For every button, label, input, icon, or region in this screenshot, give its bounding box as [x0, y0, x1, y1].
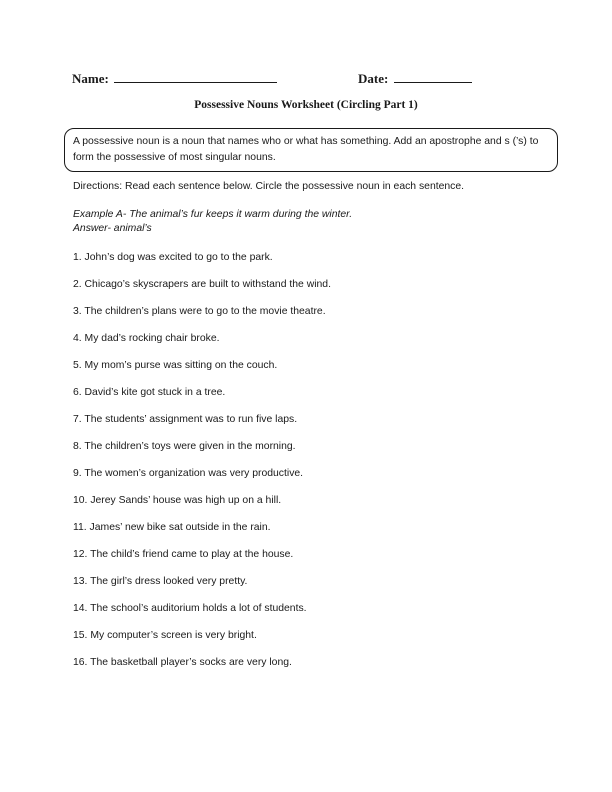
question-item: 9. The women’s organization was very productive.: [73, 468, 304, 479]
question-item: 13. The girl’s dress looked very pretty.: [73, 576, 248, 587]
name-label: Name:: [72, 71, 109, 86]
question-list: [73, 251, 331, 683]
question-item: 16. The basketball player’s socks are very long.: [73, 657, 292, 668]
definition-box: [64, 128, 558, 172]
question-item: 14. The school’s auditorium holds a lot of students.: [73, 603, 307, 614]
question-item: 8. The children’s toys were given in the morning.: [73, 441, 296, 452]
name-field: [72, 70, 277, 87]
example-block: [73, 208, 352, 236]
date-label: Date:: [358, 71, 389, 86]
question-item: 3. The children’s plans were to go to the movie theatre.: [73, 306, 326, 317]
question-item: 1. John’s dog was excited to go to the park.: [73, 252, 273, 263]
question-item: 15. My computer’s screen is very bright.: [73, 630, 257, 641]
question-item: 6. David’s kite got stuck in a tree.: [73, 387, 226, 398]
question-item: 10. Jerey Sands’ house was high up on a hill.: [73, 495, 282, 506]
date-field: [358, 70, 472, 87]
definition-text: A possessive noun is a noun that names who or what has something. Add an apostrophe and s (’s) to form the possessive of most singular nouns.: [73, 136, 539, 163]
date-blank-line[interactable]: [394, 70, 472, 83]
question-item: 11. James’ new bike sat outside in the rain.: [73, 522, 271, 533]
name-blank-line[interactable]: [114, 70, 277, 83]
worksheet-title: Possessive Nouns Worksheet (Circling Part 1): [194, 99, 418, 111]
question-item: 5. My mom’s purse was sitting on the couch.: [73, 360, 278, 371]
question-item: 7. The students’ assignment was to run five laps.: [73, 414, 298, 425]
question-item: 4. My dad’s rocking chair broke.: [73, 333, 220, 344]
directions-text: Directions: Read each sentence below. Circle the possessive noun in each sentence.: [73, 181, 465, 192]
example-answer: Answer- animal’s: [73, 223, 152, 234]
question-item: 12. The child’s friend came to play at the house.: [73, 549, 294, 560]
question-item: 2. Chicago’s skyscrapers are built to withstand the wind.: [73, 279, 331, 290]
example-sentence: Example A- The animal’s fur keeps it warm during the winter.: [73, 209, 353, 220]
